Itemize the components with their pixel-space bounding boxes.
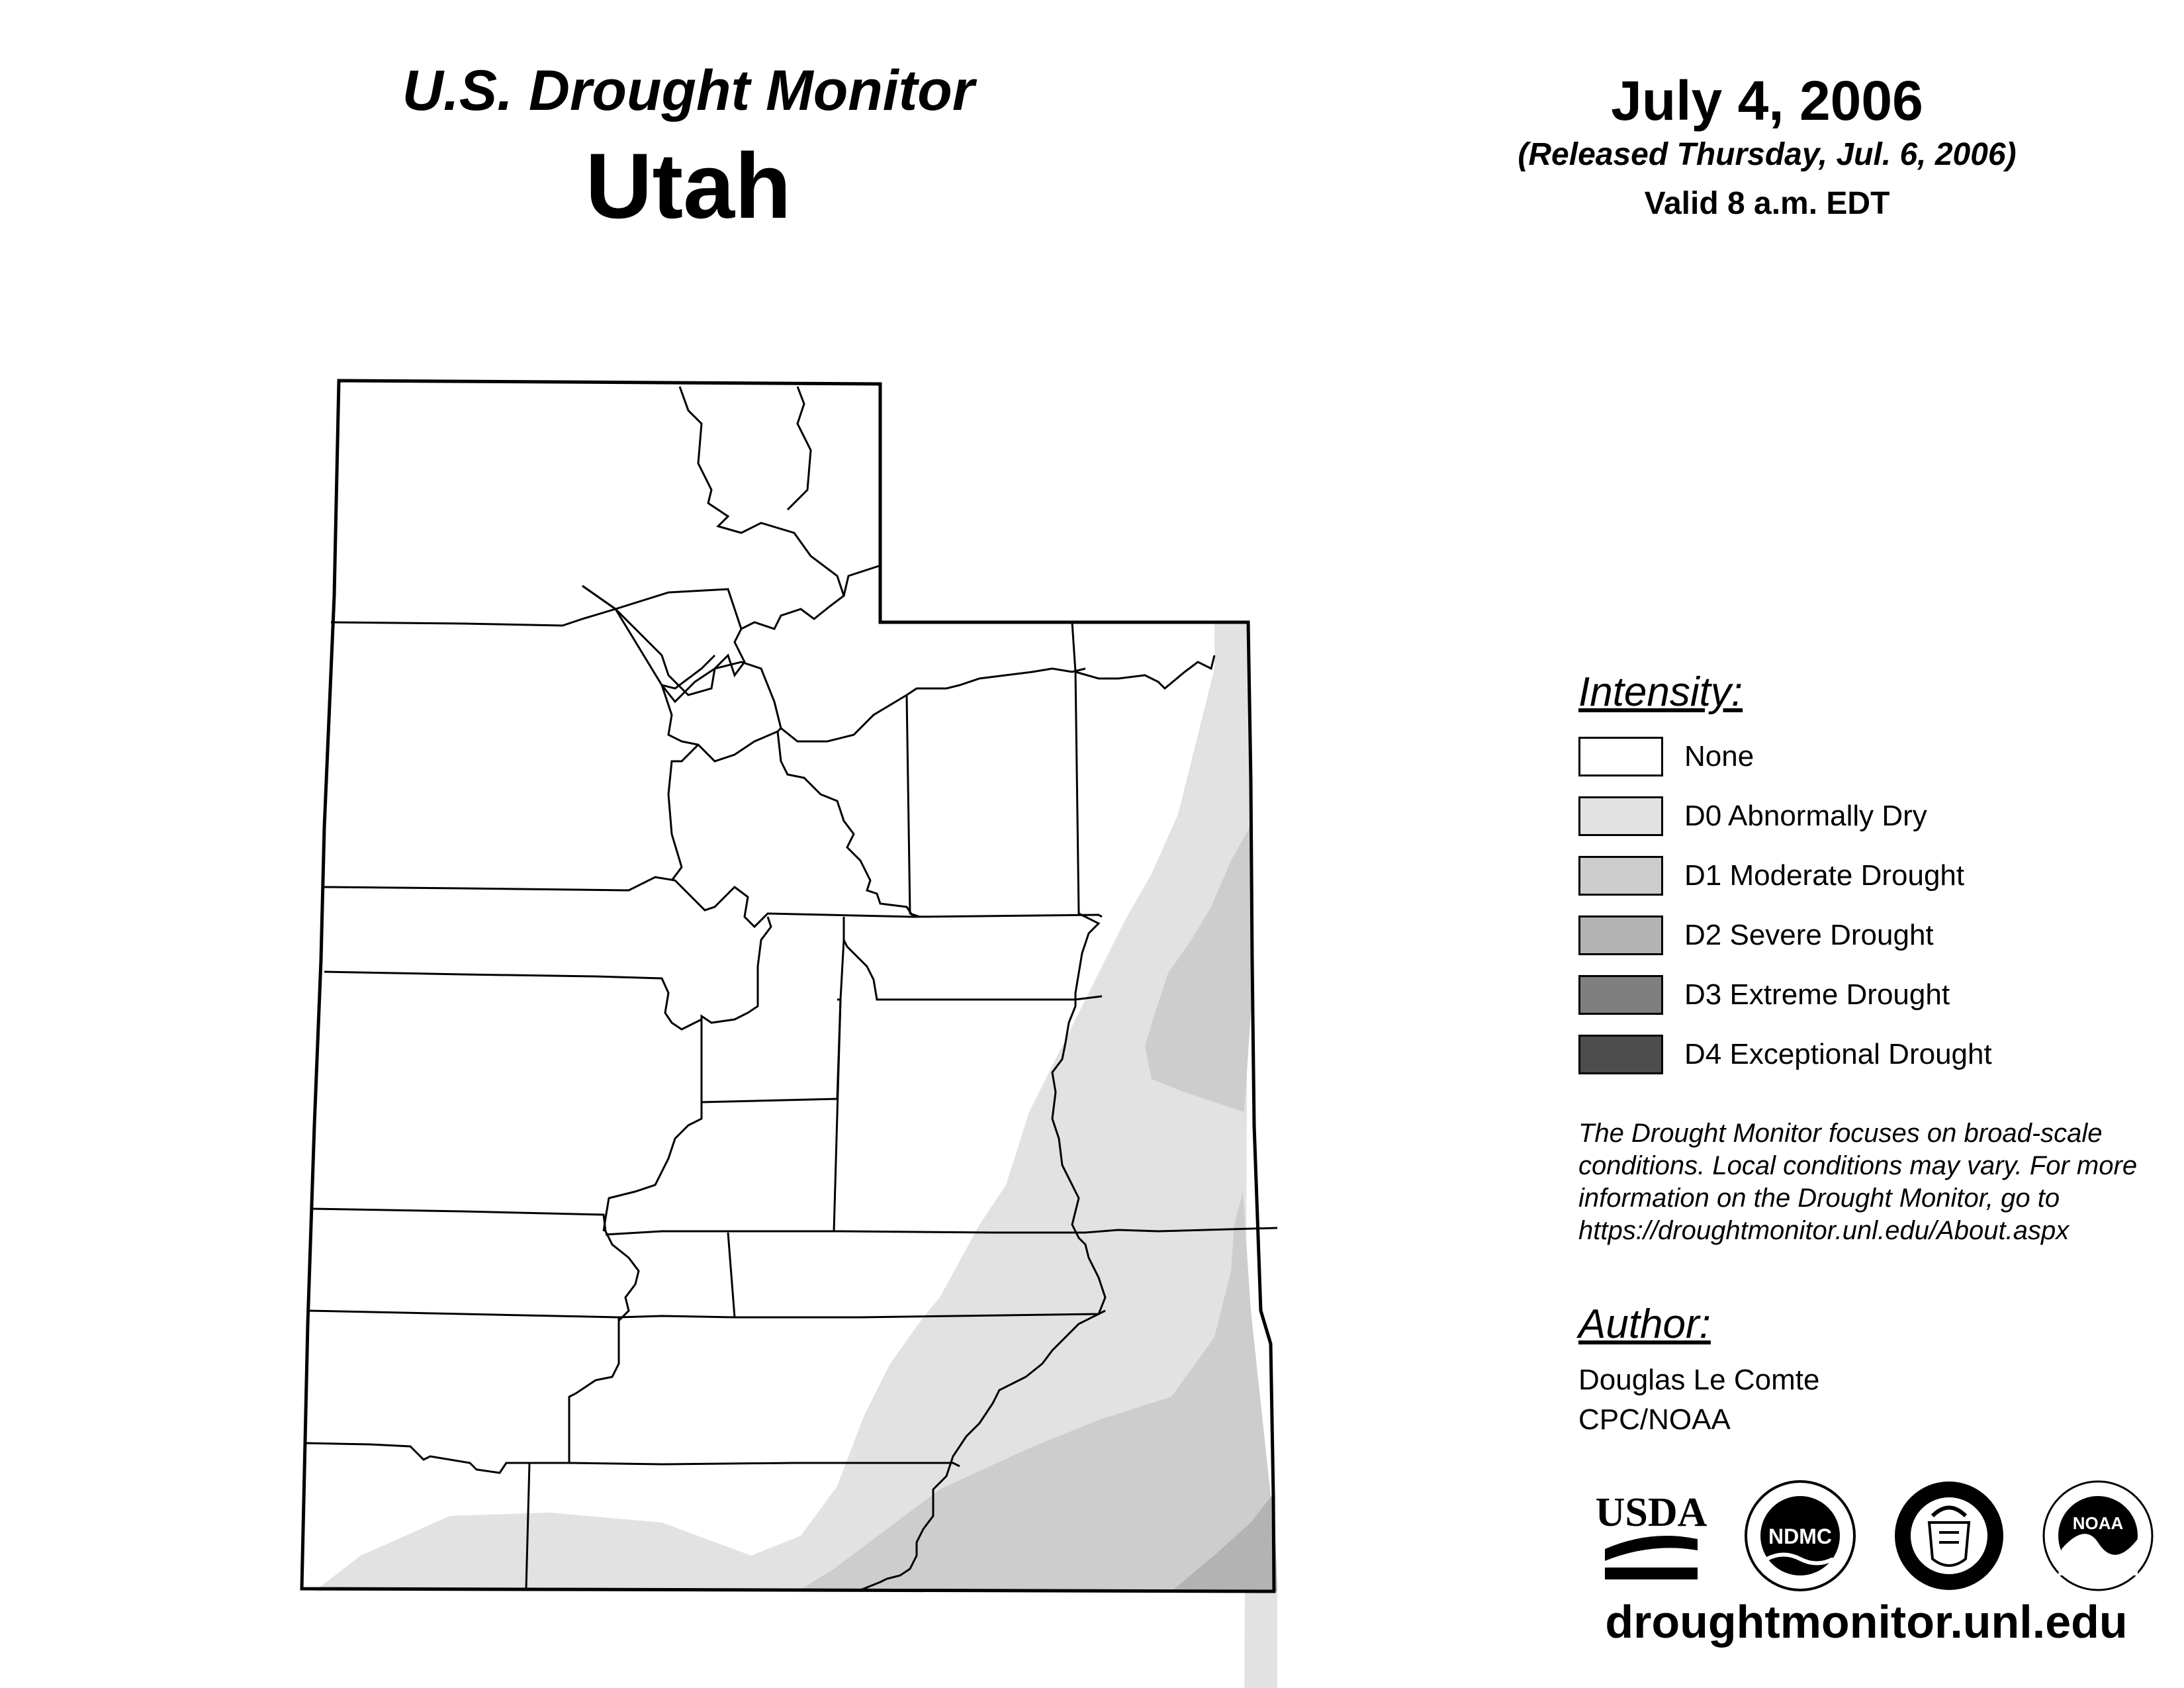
map-title: U.S. Drought Monitor xyxy=(402,59,975,122)
author-heading: Author: xyxy=(1578,1301,1711,1347)
legend-label-d0: D0 Abnormally Dry xyxy=(1684,800,1927,832)
map-date: July 4, 2006 xyxy=(1611,70,1923,132)
release-date: (Released Thursday, Jul. 6, 2006) xyxy=(1518,137,2017,172)
legend-swatch-d2 xyxy=(1578,915,1663,955)
svg-text:USDA: USDA xyxy=(1595,1490,1707,1535)
usda-logo xyxy=(1592,1476,1711,1595)
state-name: Utah xyxy=(585,134,792,238)
note-line-1: The Drought Monitor focuses on broad-scale xyxy=(1578,1119,2103,1148)
legend-swatch-d0 xyxy=(1578,796,1663,836)
legend-label-d4: D4 Exceptional Drought xyxy=(1684,1038,1992,1070)
legend-label-none: None xyxy=(1684,740,1754,773)
footer-url[interactable]: droughtmonitor.unl.edu xyxy=(1605,1596,2128,1648)
svg-text:NDMC: NDMC xyxy=(1768,1524,1832,1548)
noaa-logo xyxy=(2038,1476,2158,1595)
note-line-4: https://droughtmonitor.unl.edu/About.aspx xyxy=(1578,1216,2070,1245)
svg-text:NOAA: NOAA xyxy=(2072,1513,2124,1533)
ndmc-logo xyxy=(1741,1476,1860,1595)
legend-swatch-d4 xyxy=(1578,1035,1663,1074)
legend-label-d3: D3 Extreme Drought xyxy=(1684,978,1950,1011)
author-org: CPC/NOAA xyxy=(1578,1403,1731,1436)
legend-label-d1: D1 Moderate Drought xyxy=(1684,859,1965,892)
legend-swatch-d1 xyxy=(1578,856,1663,896)
legend-swatch-d3 xyxy=(1578,975,1663,1015)
note-line-3: information on the Drought Monitor, go to xyxy=(1578,1184,2060,1213)
disclaimer-note xyxy=(1578,1117,2174,1247)
legend-swatch-none xyxy=(1578,737,1663,776)
legend-heading: Intensity: xyxy=(1578,669,1743,715)
legend-label-d2: D2 Severe Drought xyxy=(1684,919,1934,951)
commerce-seal-logo xyxy=(1889,1476,2009,1595)
note-line-2: conditions. Local conditions may vary. For more xyxy=(1578,1151,2138,1180)
valid-time: Valid 8 a.m. EDT xyxy=(1644,186,1890,221)
author-name: Douglas Le Comte xyxy=(1578,1364,1820,1396)
